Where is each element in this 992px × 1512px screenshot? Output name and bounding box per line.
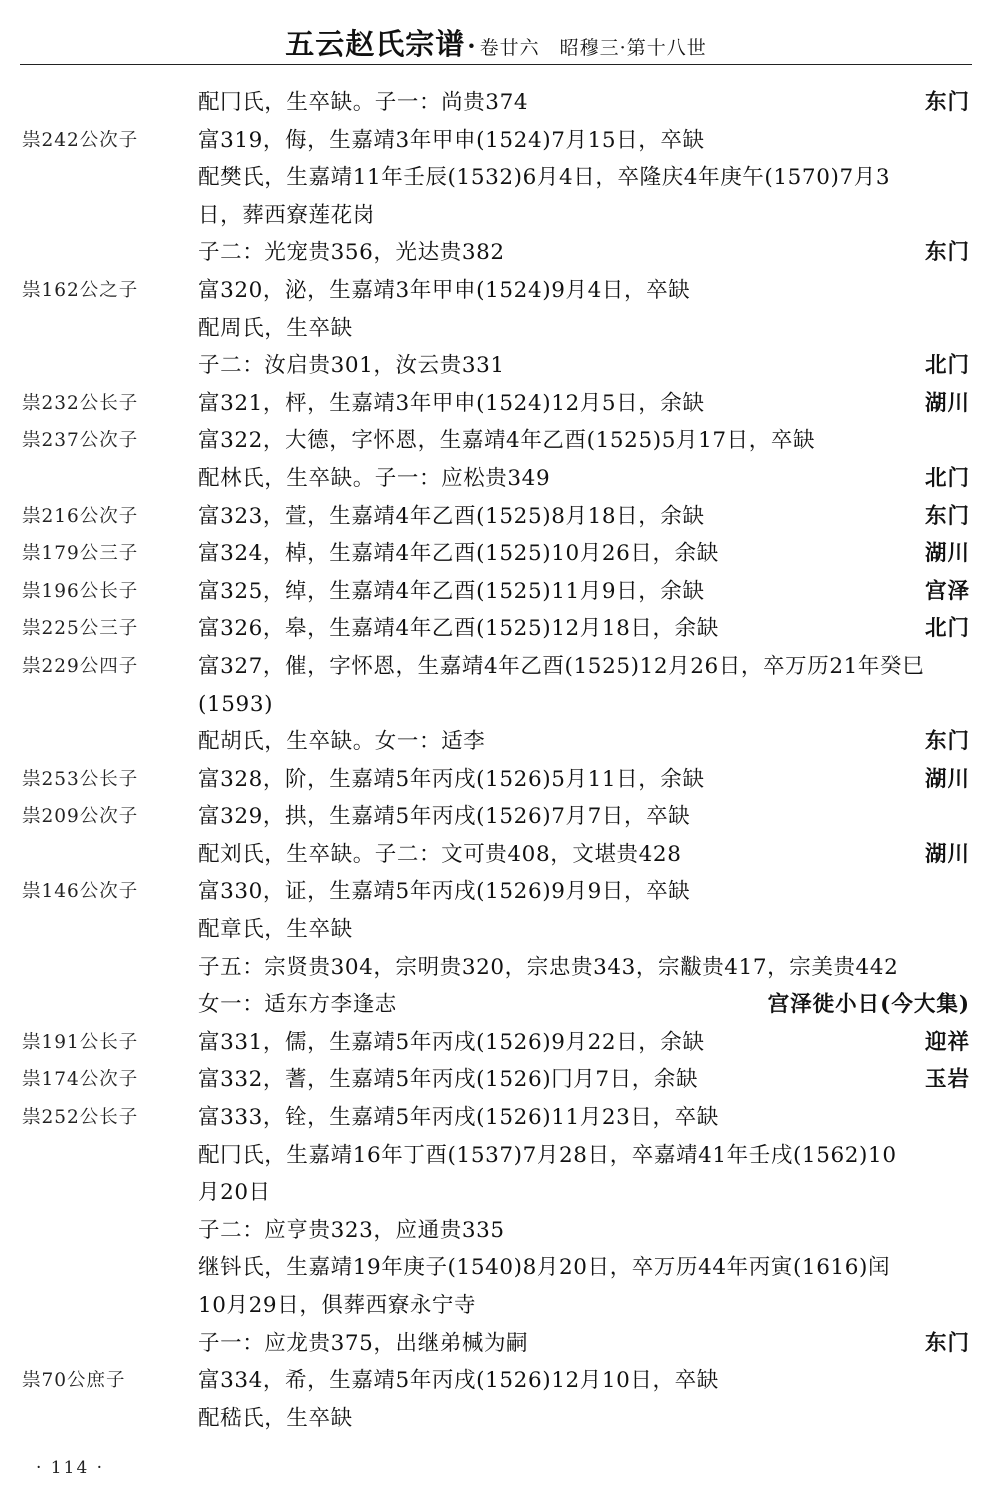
entry-line: [0, 310, 992, 348]
entry-line: [0, 761, 992, 799]
entry-text: 富331，儒，生嘉靖5年丙戌(1526)9月22日，余缺: [198, 1029, 705, 1055]
parent-label: 祟209公次子: [22, 806, 139, 828]
entry-text: 富330，证，生嘉靖5年丙戌(1526)9月9日，卒缺: [198, 879, 691, 905]
entry-text: 子五：宗贤贵304，宗明贵320，宗忠贵343，宗黻贵417，宗美贵442: [198, 954, 899, 980]
entry-text: 富320，泌，生嘉靖3年甲申(1524)9月4日，卒缺: [198, 277, 691, 303]
entry-text: 子二：应亨贵323，应通贵335: [198, 1217, 505, 1243]
entry-text: 配冂氏，生卒缺。子一：尚贵374: [198, 90, 529, 115]
parent-label: 祟225公三子: [22, 618, 139, 640]
entry-line: [0, 535, 992, 573]
entry-line: [0, 873, 992, 911]
location-label: 东门: [924, 729, 970, 755]
entry-text: 富332，蓍，生嘉靖5年丙戌(1526)冂月7日，余缺: [198, 1067, 699, 1093]
entry-line: [0, 1212, 992, 1250]
location-label: 湖川: [924, 766, 970, 792]
entry-text: (1593): [198, 691, 274, 717]
entry-text: 配嵇氏，生卒缺: [198, 1405, 353, 1431]
entry-line: [0, 723, 992, 761]
entry-line: [0, 422, 992, 460]
entry-text: 富333，铨，生嘉靖5年丙戌(1526)11月23日，卒缺: [198, 1105, 719, 1131]
entry-line: [0, 1287, 992, 1325]
entry-line: [0, 1137, 992, 1175]
book-title: 五云赵氏宗谱: [285, 27, 466, 61]
parent-label: 祟252公长子: [22, 1107, 139, 1129]
page-number: · 114 ·: [36, 1458, 105, 1478]
location-label: 湖川: [924, 390, 970, 416]
header-separator: ·: [467, 31, 476, 60]
parent-label: 祟253公长子: [22, 768, 139, 790]
entry-line: [0, 610, 992, 648]
entry-line: [0, 798, 992, 836]
entry-line: [0, 347, 992, 385]
location-label: 宫泽: [924, 578, 970, 604]
entry-line: [0, 122, 992, 160]
parent-label: 祟174公次子: [22, 1069, 139, 1091]
entry-text: 子二：汝启贵301，汝云贵331: [198, 353, 505, 379]
parent-label: 祟229公四子: [22, 655, 139, 677]
entry-text: 富324，棹，生嘉靖4年乙酉(1525)10月26日，余缺: [198, 541, 719, 567]
entry-text: 富334，希，生嘉靖5年丙戌(1526)12月10日，卒缺: [198, 1368, 719, 1394]
parent-label: 祟232公长子: [22, 392, 139, 414]
section-title: 卷廿六 昭穆三·第十八世: [479, 37, 707, 59]
location-label: 迎祥: [924, 1029, 970, 1055]
location-label: 宫泽徙小日(今大集): [767, 992, 970, 1018]
entry-line: [0, 986, 992, 1024]
entry-line: [0, 197, 992, 235]
entry-line: [0, 573, 992, 611]
entry-line: [0, 498, 992, 536]
location-label: 东门: [924, 240, 970, 266]
entry-text: 配刘氏，生卒缺。子二：文可贵408，文堪贵428: [198, 841, 682, 867]
entry-line: [0, 1174, 992, 1212]
entry-line: [0, 686, 992, 724]
entry-line: [0, 1362, 992, 1400]
entry-text: 富321，枰，生嘉靖3年甲申(1524)12月5日，余缺: [198, 390, 705, 416]
entry-text: 子二：光宠贵356，光达贵382: [198, 240, 505, 266]
location-label: 东门: [924, 503, 970, 529]
entry-text: 子一：应龙贵375，出继弟椷为嗣: [198, 1330, 529, 1356]
entry-text: 配周氏，生卒缺: [198, 315, 353, 341]
page-header: [0, 22, 992, 61]
genealogy-entries: [0, 84, 992, 1437]
entry-text: 配章氏，生卒缺: [198, 917, 353, 943]
entry-text: 富328，阶，生嘉靖5年丙戌(1526)5月11日，余缺: [198, 766, 705, 792]
entry-line: [0, 911, 992, 949]
entry-text: 富319，侮，生嘉靖3年甲申(1524)7月15日，卒缺: [198, 127, 705, 153]
entry-text: 富323，萱，生嘉靖4年乙酉(1525)8月18日，余缺: [198, 503, 705, 529]
parent-label: 祟216公次子: [22, 505, 139, 527]
location-label: 北门: [924, 465, 970, 491]
parent-label: 祟162公之子: [22, 279, 139, 301]
entry-text: 配胡氏，生卒缺。女一：适李: [198, 729, 486, 755]
parent-label: 祟146公次子: [22, 881, 139, 903]
location-label: 北门: [924, 353, 970, 379]
entry-text: 富326，皋，生嘉靖4年乙酉(1525)12月18日，余缺: [198, 616, 719, 642]
entry-text: 配冂氏，生嘉靖16年丁酉(1537)7月28日，卒嘉靖41年壬戌(1562)10: [198, 1142, 897, 1168]
parent-label: 祟70公庶子: [22, 1370, 126, 1392]
entry-text: 继钭氏，生嘉靖19年庚子(1540)8月20日，卒万历44年丙寅(1616)闰: [198, 1255, 891, 1281]
location-label: 湖川: [924, 541, 970, 567]
location-label: 湖川: [924, 841, 970, 867]
entry-line: [0, 234, 992, 272]
entry-line: [0, 1024, 992, 1062]
entry-line: [0, 836, 992, 874]
entry-text: 日，葬西寮莲花岗: [198, 202, 375, 228]
location-label: 北门: [924, 616, 970, 642]
entry-text: 富327，催，字怀恩，生嘉靖4年乙酉(1525)12月26日，卒万历21年癸巳: [198, 653, 925, 679]
header-rule: [20, 64, 972, 65]
parent-label: 祟242公次子: [22, 129, 139, 151]
entry-line: [0, 1099, 992, 1137]
entry-line: [0, 648, 992, 686]
parent-label: 祟196公长子: [22, 580, 139, 602]
entry-line: [0, 1400, 992, 1438]
entry-line: [0, 385, 992, 423]
entry-line: [0, 1249, 992, 1287]
location-label: 东门: [924, 1330, 970, 1356]
entry-text: 配樊氏，生嘉靖11年壬辰(1532)6月4日，卒隆庆4年庚午(1570)7月3: [198, 165, 891, 191]
parent-label: 祟191公长子: [22, 1031, 139, 1053]
entry-text: 配林氏，生卒缺。子一：应松贵349: [198, 465, 551, 491]
entry-text: 富329，拱，生嘉靖5年丙戌(1526)7月7日，卒缺: [198, 804, 691, 830]
entry-line: [0, 1325, 992, 1363]
entry-line: [0, 272, 992, 310]
parent-label: 祟179公三子: [22, 543, 139, 565]
entry-text: 女一：适东方李逢志: [198, 992, 397, 1018]
entry-line: [0, 949, 992, 987]
entry-line: [0, 460, 992, 498]
entry-text: 富325，绰，生嘉靖4年乙酉(1525)11月9日，余缺: [198, 578, 705, 604]
entry-line: [0, 159, 992, 197]
parent-label: 祟237公次子: [22, 430, 139, 452]
entry-text: 10月29日，俱葬西寮永宁寺: [198, 1293, 477, 1318]
location-label: 东门: [924, 90, 970, 115]
entry-line: [0, 1061, 992, 1099]
location-label: 玉岩: [924, 1067, 970, 1093]
entry-text: 月20日: [198, 1180, 271, 1206]
entry-text: 富322，大德，字怀恩，生嘉靖4年乙酉(1525)5月17日，卒缺: [198, 428, 816, 454]
entry-line: [0, 84, 992, 122]
